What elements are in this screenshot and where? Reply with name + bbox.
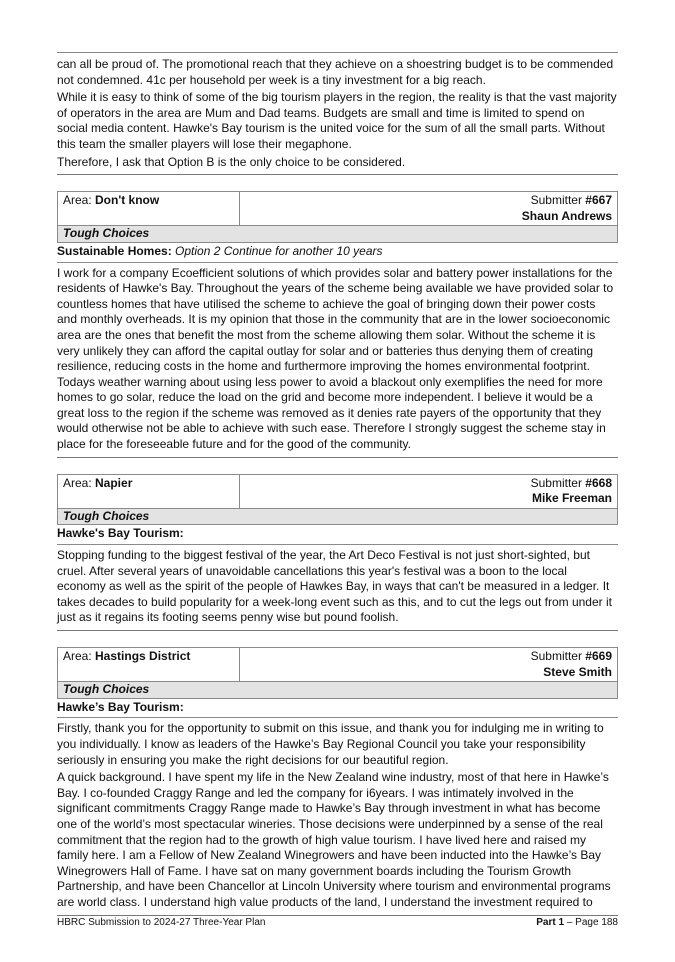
submitter-cell [240, 474, 618, 508]
top-rule [57, 52, 618, 53]
section-heading: Tough Choices [57, 226, 618, 243]
area-value: Don't know [95, 193, 160, 208]
submission-paragraph: I work for a company Ecoefficient solutions of which provides solar and battery power installations for the residents of Hawke's Bay. Throughout the years of the scheme being available we have provided solar to countless homes that have utilised the scheme to achieve the goal of bringing down their power costs and monthly overheads. It is my opinion that those in the community that are in the lower socioeconomic area are the ones that benefit the most from the scheme allowing them solar. Without the scheme it is very unlikely they can afford the capital outlay for solar and or batteries thus denying them of creating resilience, reducing costs in the home and furthermore improving the homes environmental footprint. Todays weather warning about using less power to avoid a blackout only exemplifies the need for more homes to go solar, reduce the load on the grid and become more independent. I believe it would be a great loss to the region if the scheme was removed as it denies rate payers of the opportunity that they would otherwise not be able to achieve with such ease. Therefore I strongly suggest the scheme stay in place for the foreseeable future and for the good of the community. [57, 265, 614, 452]
submission-667 [57, 191, 618, 458]
topic-title: Hawke's Bay Tourism: [57, 526, 184, 541]
submission-paragraph: Firstly, thank you for the opportunity to submit on this issue, and thank you for indulging me in writing to you individually. I know as leaders of the Hawke’s Bay Regional Council you take your responsibility seriously in ensuring you make the right decisions for our beautiful region. [57, 721, 604, 767]
footer-page [536, 917, 618, 928]
topic-title: Hawke’s Bay Tourism: [57, 699, 184, 714]
topic-title: Sustainable Homes: [57, 243, 172, 258]
submission-paragraph: A quick background. I have spent my life in the New Zealand wine industry, most of that here in Hawke’s Bay. I co-founded Craggy Range and led the company for i6years. I was intimately involved in the significant commitments Craggy Range made to Hawke’s Bay through investment in what has become one of the world’s most spectacular wineries. Those decisions were underpinned by a sense of the real commitment that the region had to the growth of high value tourism. I have lived here and raised my family here. I am a Fellow of New Zealand Winegrowers and have been inducted into the Hawke’s Bay Winegrowers Hall of Fame. I have sat on many government boards including the Tourism Growth Partnership, and have been Chancellor at Lincoln University where tourism and environmental programs are world class. I understand high value products of the land, I understand the investment required to [57, 770, 611, 909]
submitter-name: Mike Freeman [531, 491, 612, 506]
topic-option: Option 2 Continue for another 10 years [171, 243, 383, 258]
footer-title: HBRC Submission to 2024-27 Three-Year Plan [57, 917, 266, 928]
area-label: Area: [63, 475, 96, 490]
submitter-cell [240, 648, 618, 682]
area-cell [58, 474, 240, 508]
section-heading: Tough Choices [57, 682, 618, 699]
submission-header [57, 647, 618, 682]
area-label: Area: [63, 193, 96, 208]
area-value: Hastings District [95, 649, 191, 663]
topic-line [57, 699, 618, 719]
topic-line [57, 243, 618, 263]
intro-paragraph: Therefore, I ask that Option B is the only choice to be considered. [57, 154, 406, 169]
footer-part: Part 1 [536, 917, 565, 928]
submission-668 [57, 474, 618, 631]
submitter-label: Submitter [530, 649, 586, 663]
submission-669 [57, 647, 618, 916]
submitter-number: #669 [585, 649, 612, 663]
area-cell [58, 648, 240, 682]
submitter-number: #667 [585, 193, 612, 208]
topic-line [57, 525, 618, 545]
submission-header [57, 474, 618, 509]
section-heading: Tough Choices [57, 509, 618, 526]
footer-page-number: – Page 188 [564, 917, 618, 928]
submitter-cell [240, 192, 618, 226]
submission-paragraph: Stopping funding to the biggest festival of the year, the Art Deco Festival is not just short-sighted, but cruel. After several years of unavoidable cancellations this year's festival was a boon to the local economy as well as the spirit of the people of Hawkes Bay, in ways that can't be measured in a ledger. It takes decades to build popularity for a week-long event such as this, and to cut the legs out from under it just as it regains its footing seems penny wise but pound foolish. [57, 548, 612, 625]
area-label: Area: [63, 649, 96, 663]
submission-header [57, 191, 618, 226]
area-cell [58, 192, 240, 226]
section-divider [57, 915, 618, 916]
area-value: Napier [95, 475, 133, 490]
submitter-label: Submitter [530, 475, 586, 490]
intro-paragraph: While it is easy to think of some of the big tourism players in the region, the reality is that the vast majority of operators in the area are Mum and Dad teams. Budgets are small and time is limited to spend on social media content. Hawke's Bay tourism is the united voice for the sum of all the small parts. Without this team the smaller players will lose their megaphone. [57, 90, 617, 151]
submitter-name: Steve Smith [543, 664, 612, 679]
submitter-name: Shaun Andrews [521, 208, 612, 223]
submitter-label: Submitter [530, 193, 586, 208]
intro-paragraph: can all be proud of. The promotional reach that they achieve on a shoestring budget is to be commended not condemned. 41c per household per week is a tiny investment for a big reach. [57, 57, 614, 87]
submitter-number: #668 [585, 475, 612, 490]
document-body [57, 52, 618, 916]
